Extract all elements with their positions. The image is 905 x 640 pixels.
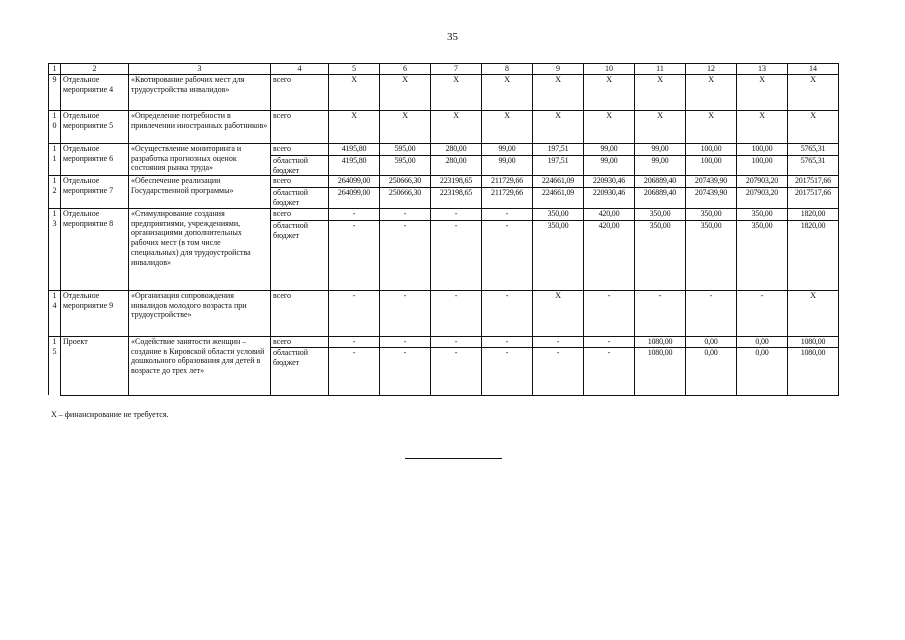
funding-value: 1080,00: [635, 347, 686, 395]
funding-value: X: [788, 110, 839, 143]
column-number: 7: [431, 64, 482, 75]
funding-source: всего: [271, 208, 329, 220]
funding-value: -: [482, 220, 533, 290]
column-number: 8: [482, 64, 533, 75]
funding-value: 0,00: [686, 336, 737, 347]
funding-value: 350,00: [533, 208, 584, 220]
funding-value: 250666,30: [380, 188, 431, 209]
funding-value: -: [431, 347, 482, 395]
event-name: Отдельное мероприятие 4: [61, 74, 129, 110]
row-number: 15: [49, 336, 61, 395]
funding-value: 100,00: [737, 155, 788, 176]
funding-value: 99,00: [482, 155, 533, 176]
event-title: «Организация сопровождения инвалидов молодого возраста при трудоустройстве»: [129, 290, 271, 336]
funding-value: 595,00: [380, 143, 431, 155]
funding-value: X: [737, 110, 788, 143]
table-row: [49, 336, 839, 347]
funding-value: 280,00: [431, 143, 482, 155]
funding-value: 207903,20: [737, 188, 788, 209]
event-name: Отдельное мероприятие 5: [61, 110, 129, 143]
funding-value: 223198,65: [431, 176, 482, 188]
funding-value: -: [380, 208, 431, 220]
funding-value: -: [584, 336, 635, 347]
funding-value: 350,00: [635, 220, 686, 290]
funding-value: X: [482, 74, 533, 110]
funding-value: -: [431, 336, 482, 347]
funding-value: -: [737, 290, 788, 336]
funding-value: X: [686, 110, 737, 143]
funding-value: -: [482, 290, 533, 336]
funding-value: 0,00: [737, 336, 788, 347]
table-row: [49, 290, 839, 336]
funding-value: -: [380, 347, 431, 395]
funding-value: X: [686, 74, 737, 110]
funding-value: 206889,40: [635, 176, 686, 188]
column-number: 1: [49, 64, 61, 75]
funding-value: 224661,09: [533, 176, 584, 188]
funding-value: 2017517,66: [788, 188, 839, 209]
funding-value: 1080,00: [788, 347, 839, 395]
event-title: «Определение потребности в привлечении иностранных работников»: [129, 110, 271, 143]
event-name: Отдельное мероприятие 9: [61, 290, 129, 336]
column-number: 11: [635, 64, 686, 75]
funding-value: X: [788, 290, 839, 336]
funding-value: 1080,00: [788, 336, 839, 347]
funding-value: 1820,00: [788, 220, 839, 290]
funding-value: -: [686, 290, 737, 336]
funding-value: -: [329, 290, 380, 336]
funding-value: -: [635, 290, 686, 336]
funding-value: 250666,30: [380, 176, 431, 188]
funding-value: -: [380, 220, 431, 290]
funding-value: X: [482, 110, 533, 143]
table-row: [49, 74, 839, 110]
column-number: 14: [788, 64, 839, 75]
funding-value: -: [329, 336, 380, 347]
funding-value: 264099,00: [329, 176, 380, 188]
funding-value: 5765,31: [788, 155, 839, 176]
funding-value: 2017517,66: [788, 176, 839, 188]
funding-value: 220930,46: [584, 176, 635, 188]
funding-value: 4195,80: [329, 143, 380, 155]
header-row: [49, 64, 839, 75]
funding-value: -: [584, 347, 635, 395]
funding-value: 223198,65: [431, 188, 482, 209]
funding-value: 350,00: [737, 220, 788, 290]
funding-value: 350,00: [737, 208, 788, 220]
funding-value: -: [482, 336, 533, 347]
column-number: 2: [61, 64, 129, 75]
funding-value: 207903,20: [737, 176, 788, 188]
funding-source: всего: [271, 143, 329, 155]
funding-source: областной бюджет: [271, 347, 329, 395]
funding-value: 350,00: [635, 208, 686, 220]
funding-value: X: [788, 74, 839, 110]
funding-value: 99,00: [482, 143, 533, 155]
funding-value: -: [329, 220, 380, 290]
funding-source: всего: [271, 110, 329, 143]
event-name: Отдельное мероприятие 8: [61, 208, 129, 290]
footnote: X – финансирование не требуется.: [51, 410, 169, 419]
funding-source: областной бюджет: [271, 155, 329, 176]
event-title: «Стимулирование создания предприятиями, учреждениями, организациями дополнительных рабочих мест (в том числе специальных) для трудоустройства инвалидов»: [129, 208, 271, 290]
funding-source: всего: [271, 74, 329, 110]
funding-value: 595,00: [380, 155, 431, 176]
event-name: Отдельное мероприятие 7: [61, 176, 129, 209]
funding-value: 5765,31: [788, 143, 839, 155]
column-number: 3: [129, 64, 271, 75]
funding-value: -: [482, 208, 533, 220]
funding-value: X: [533, 74, 584, 110]
funding-value: 207439,90: [686, 176, 737, 188]
row-number: 13: [49, 208, 61, 290]
funding-value: -: [431, 220, 482, 290]
funding-value: 420,00: [584, 208, 635, 220]
separator-line: [405, 458, 502, 459]
funding-value: 0,00: [686, 347, 737, 395]
funding-value: 224661,09: [533, 188, 584, 209]
funding-value: 1820,00: [788, 208, 839, 220]
event-title: «Обеспечение реализации Государственной программы»: [129, 176, 271, 209]
funding-value: 220930,46: [584, 188, 635, 209]
funding-value: X: [380, 74, 431, 110]
funding-value: 100,00: [686, 155, 737, 176]
funding-value: -: [533, 347, 584, 395]
table-body: [49, 74, 839, 395]
funding-value: 99,00: [635, 143, 686, 155]
page-number: 35: [447, 31, 458, 43]
row-number: 12: [49, 176, 61, 209]
row-number: 10: [49, 110, 61, 143]
funding-source: областной бюджет: [271, 188, 329, 209]
row-number: 14: [49, 290, 61, 336]
funding-value: 207439,90: [686, 188, 737, 209]
event-title: «Осуществление мониторинга и разработка прогнозных оценок состояния рынка труда»: [129, 143, 271, 176]
column-number: 10: [584, 64, 635, 75]
funding-value: 197,51: [533, 143, 584, 155]
funding-value: -: [584, 290, 635, 336]
column-number: 4: [271, 64, 329, 75]
funding-value: X: [329, 74, 380, 110]
column-number: 5: [329, 64, 380, 75]
funding-value: X: [635, 74, 686, 110]
funding-value: 1080,00: [635, 336, 686, 347]
column-number: 13: [737, 64, 788, 75]
funding-value: -: [329, 347, 380, 395]
funding-value: 99,00: [584, 143, 635, 155]
funding-value: 350,00: [686, 220, 737, 290]
funding-value: X: [533, 290, 584, 336]
funding-value: -: [482, 347, 533, 395]
funding-value: X: [380, 110, 431, 143]
row-number: 9: [49, 74, 61, 110]
funding-value: 211729,66: [482, 188, 533, 209]
funding-value: -: [431, 290, 482, 336]
funding-source: всего: [271, 290, 329, 336]
funding-value: -: [431, 208, 482, 220]
funding-value: 264099,00: [329, 188, 380, 209]
funding-value: 0,00: [737, 347, 788, 395]
table-row: [49, 143, 839, 155]
funding-value: 280,00: [431, 155, 482, 176]
funding-value: -: [533, 336, 584, 347]
funding-value: 100,00: [737, 143, 788, 155]
funding-value: 99,00: [635, 155, 686, 176]
table-header: [49, 64, 839, 75]
funding-value: X: [533, 110, 584, 143]
event-name: Проект: [61, 336, 129, 395]
funding-value: X: [584, 74, 635, 110]
funding-source: областной бюджет: [271, 220, 329, 290]
column-number: 6: [380, 64, 431, 75]
event-title: «Содействие занятости женщин – создание в Кировской области условий дошкольного образования для детей в возрасте до трех лет»: [129, 336, 271, 395]
funding-value: 4195,80: [329, 155, 380, 176]
funding-value: X: [329, 110, 380, 143]
funding-value: -: [329, 208, 380, 220]
funding-value: 350,00: [533, 220, 584, 290]
funding-value: X: [737, 74, 788, 110]
funding-value: X: [584, 110, 635, 143]
event-name: Отдельное мероприятие 6: [61, 143, 129, 176]
funding-value: 100,00: [686, 143, 737, 155]
funding-value: X: [431, 110, 482, 143]
funding-value: X: [431, 74, 482, 110]
funding-value: 211729,66: [482, 176, 533, 188]
funding-source: всего: [271, 336, 329, 347]
funding-value: -: [380, 336, 431, 347]
funding-value: X: [635, 110, 686, 143]
funding-value: 206889,40: [635, 188, 686, 209]
event-title: «Квотирование рабочих мест для трудоустройства инвалидов»: [129, 74, 271, 110]
funding-value: 420,00: [584, 220, 635, 290]
funding-table: [48, 63, 839, 396]
table-row: [49, 208, 839, 220]
funding-value: 350,00: [686, 208, 737, 220]
table-row: [49, 176, 839, 188]
column-number: 9: [533, 64, 584, 75]
funding-value: -: [380, 290, 431, 336]
column-number: 12: [686, 64, 737, 75]
funding-source: всего: [271, 176, 329, 188]
funding-value: 197,51: [533, 155, 584, 176]
table-row: [49, 110, 839, 143]
funding-value: 99,00: [584, 155, 635, 176]
row-number: 11: [49, 143, 61, 176]
